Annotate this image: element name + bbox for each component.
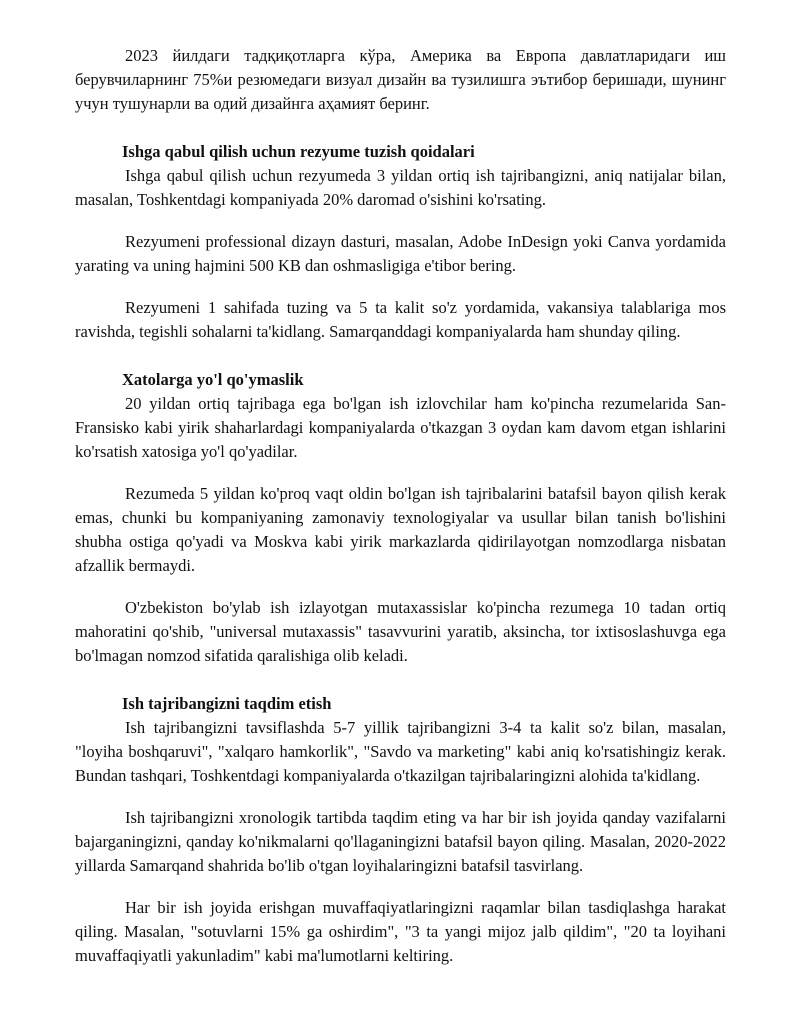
section-heading-work-experience: Ish tajribangizni taqdim etish — [122, 694, 332, 713]
intro-paragraph: 2023 йилдаги тадқиқотларга кўра, Америка ва Европа давлатларидаги иш берувчиларнинг 75%и резюмедаги визуал дизайн ва тузилишга эътибор беришади, шунинг учун тушунарли ва одий дизайнга аҳамият беринг. — [75, 46, 726, 113]
paragraph: Ish tajribangizni tavsiflashda 5-7 yillik tajribangizni 3-4 ta kalit so'z bilan, masalan, "loyiha boshqaruvi", "xalqaro hamkorlik", "Savdo va marketing" kabi aniq ko'rsatishingiz kerak. Bundan tashqari, Toshkentdagi kompaniyalarda o'tkazilgan tajribalaringizni alohida ta'kidlang. — [75, 718, 726, 785]
paragraph: O'zbekiston bo'ylab ish izlayotgan mutaxassislar ko'pincha rezumega 10 tadan ortiq mahoratini qo'shib, "universal mutaxassis" tasavvurini yaratib, aksincha, tor ixtisoslashuvga ega bo'lmagan nomzod sifatida qaralishiga olib keladi. — [75, 598, 726, 665]
paragraph: 20 yildan ortiq tajribaga ega bo'lgan ish izlovchilar ham ko'pincha rezumelarida San-Fransisko kabi yirik shaharlardagi kompaniyalarda o'tkazgan 3 oydan kam davom etgan ishlarini ko'rsatish xatosiga yo'l qo'yadilar. — [75, 394, 726, 461]
paragraph: Rezyumeni 1 sahifada tuzing va 5 ta kalit so'z yordamida, vakansiya talablariga mos ravishda, tegishli sohalarni ta'kidlang. Samarqanddagi kompaniyalarda ham shunday qiling. — [75, 298, 726, 341]
paragraph: Rezyumeni professional dizayn dasturi, masalan, Adobe InDesign yoki Canva yordamida yarating va uning hajmini 500 KB dan oshmasligiga e'tibor bering. — [75, 232, 726, 275]
paragraph: Ish tajribangizni xronologik tartibda taqdim eting va har bir ish joyida qanday vazifalarni bajarganingizni, qanday ko'nikmalarni qo'llaganingizni batafsil bayon qiling. Masalan, 2020-2022 yillarda Samarqand shahrida bo'lib o'tgan loyihalaringizni batafsil tasvirlang. — [75, 808, 726, 875]
paragraph: Ishga qabul qilish uchun rezyumeda 3 yildan ortiq ish tajribangizni, aniq natijalar bilan, masalan, Toshkentdagi kompaniyada 20% daromad o'sishini ko'rsating. — [75, 166, 726, 209]
document-body — [75, 44, 726, 968]
section-heading-resume-rules: Ishga qabul qilish uchun rezyume tuzish qoidalari — [122, 142, 475, 161]
paragraph: Har bir ish joyida erishgan muvaffaqiyatlaringizni raqamlar bilan tasdiqlashga harakat qiling. Masalan, "sotuvlarni 15% ga oshirdim", "3 ta yangi mijoz jalb qildim", "20 ta loyihani muvaffaqiyatli yakunladim" kabi ma'lumotlarni keltiring. — [75, 898, 726, 965]
section-heading-avoid-mistakes: Xatolarga yo'l qo'ymaslik — [122, 370, 304, 389]
paragraph: Rezumeda 5 yildan ko'proq vaqt oldin bo'lgan ish tajribalarini batafsil bayon qilish kerak emas, chunki bu kompaniyaning zamonaviy texnologiyalar va usullar bilan tanish bo'lishini shubha ostiga qo'yadi va Moskva kabi yirik markazlarda qidirilayotgan nomzodlarga nisbatan afzallik bermaydi. — [75, 484, 726, 575]
